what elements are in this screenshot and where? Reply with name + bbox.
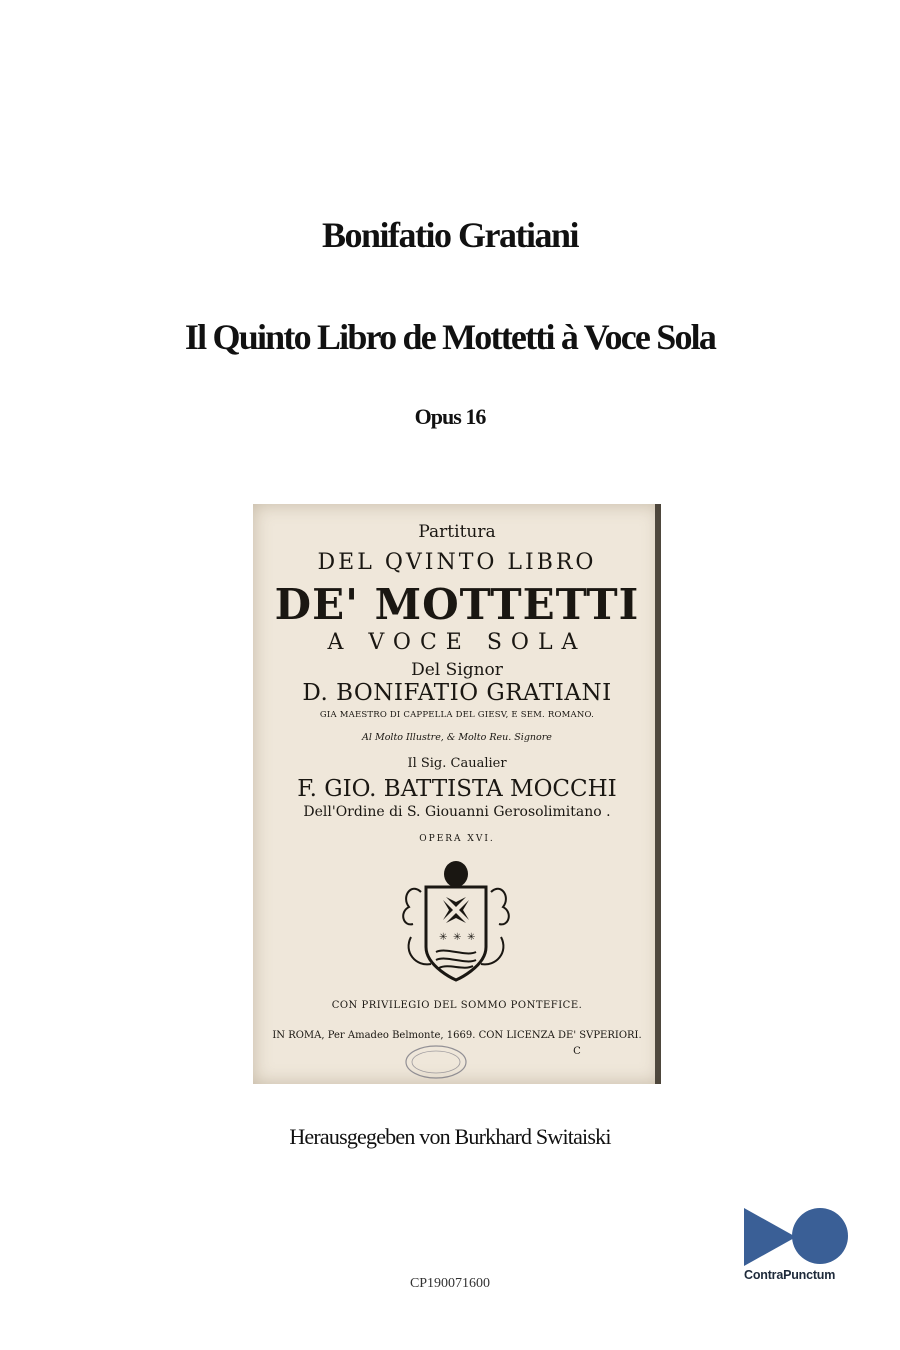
facsimile-signature-mark: C [573, 1046, 581, 1057]
facsimile-mottetti: DE' MOTTETTI [274, 580, 640, 629]
svg-text:✳: ✳ [453, 932, 462, 943]
facsimile-dedicatee: F. GIO. BATTISTA MOCCHI [297, 776, 617, 802]
facsimile-ordine: Dell'Ordine di S. Giouanni Gerosolimitano . [303, 804, 611, 820]
publisher-name: ContraPunctum [744, 1268, 836, 1282]
catalog-number: CP190071600 [409, 1276, 491, 1291]
facsimile-opera: OPERA XVI. [419, 834, 495, 844]
facsimile-composer-name: D. BONIFATIO GRATIANI [302, 680, 612, 706]
coat-of-arms-icon [381, 852, 531, 992]
facsimile-quinto-libro: DEL QVINTO LIBRO [317, 550, 597, 575]
facsimile-partitura: Partitura [418, 522, 496, 542]
composer-name: Bonifatio Gratiani [321, 215, 578, 255]
title-page-facsimile [253, 504, 661, 1084]
editor-credit: Herausgegeben von Burkhard Switaiski [289, 1124, 611, 1149]
facsimile-privilegio: CON PRIVILEGIO DEL SOMMO PONTEFICE. [331, 1000, 583, 1011]
page-edge-shadow [655, 504, 661, 1084]
facsimile-del-signor: Del Signor [411, 660, 503, 680]
logo-triangle [744, 1208, 796, 1266]
work-title: Il Quinto Libro de Mottetti à Voce Sola [184, 317, 716, 357]
svg-text:✳: ✳ [439, 932, 448, 943]
library-stamp-icon [401, 1042, 471, 1082]
facsimile-maestro: GIA MAESTRO DI CAPPELLA DEL GIESV, E SEM. ROMANO. [319, 710, 595, 720]
facsimile-imprint: IN ROMA, Per Amadeo Belmonte, 1669. CON LICENZA DE' SVPERIORI. [272, 1030, 642, 1041]
facsimile-voce-sola: A VOCE SOLA [327, 630, 587, 655]
opus-number: Opus 16 [414, 404, 486, 429]
facsimile-caualier: Il Sig. Caualier [407, 756, 507, 771]
logo-circle [792, 1208, 848, 1264]
svg-text:✳: ✳ [467, 932, 476, 943]
play-circle-logo-icon [744, 1206, 850, 1268]
facsimile-dedication-intro: Al Molto Illustre, & Molto Reu. Signore [362, 732, 552, 743]
